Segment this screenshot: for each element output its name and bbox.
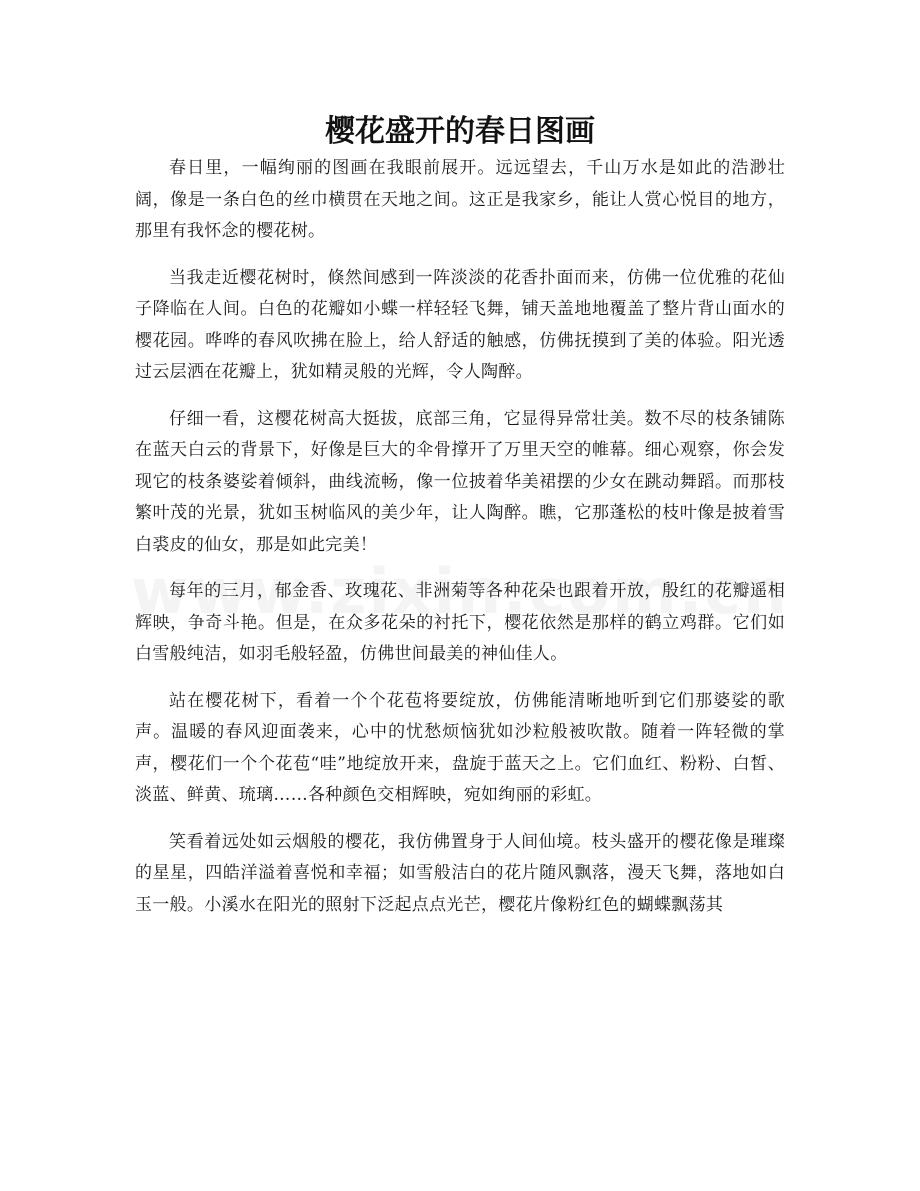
- paragraph: 仔细一看，这樱花树高大挺拔，底部三角，它显得异常壮美。数不尽的枝条铺陈在蓝天白云的背景下，好像是巨大的伞骨撑开了万里天空的帷幕。细心观察，你会发现它的枝条婆娑着倾斜，曲线流畅，像一位披着华美裙摆的少女在跳动舞蹈。而那枝繁叶茂的光景，犹如玉树临风的美少年，让人陶醉。瞧，它那蓬松的枝叶像是披着雪白裘皮的仙女，那是如此完美！: [135, 408, 785, 555]
- document-title: 樱花盛开的春日图画: [325, 114, 595, 149]
- paragraph: 每年的三月，郁金香、玫瑰花、非洲菊等各种花朵也跟着开放，殷红的花瓣遥相辉映，争奇斗艳。但是，在众多花朵的衬托下，樱花依然是那样的鹤立鸡群。它们如白雪般纯洁，如羽毛般轻盈，仿佛世间最美的神仙佳人。: [135, 581, 785, 664]
- paragraph: 站在樱花树下，看着一个个花苞将要绽放，仿佛能清晰地听到它们那婆娑的歌声。温暖的春风迎面袭来，心中的忧愁烦恼犹如沙粒般被吹散。随着一阵轻微的掌声，樱花们一个个花苞“哇”地绽放开来，盘旋于蓝天之上。它们血红、粉粉、白皙、淡蓝、鲜黄、琉璃……各种颜色交相辉映，宛如绚丽的彩虹。: [135, 690, 785, 805]
- document-body: [135, 153, 785, 936]
- paragraph: 春日里，一幅绚丽的图画在我眼前展开。远远望去，千山万水是如此的浩渺壮阔，像是一条白色的丝巾横贯在天地之间。这正是我家乡，能让人赏心悦目的地方，那里有我怀念的樱花树。: [135, 158, 785, 241]
- paragraph: 当我走近樱花树时，倏然间感到一阵淡淡的花香扑面而来，仿佛一位优雅的花仙子降临在人间。白色的花瓣如小蝶一样轻轻飞舞，铺天盖地地覆盖了整片背山面水的樱花园。哗哗的春风吹拂在脸上，给人舒适的触感，仿佛抚摸到了美的体验。阳光透过云层洒在花瓣上，犹如精灵般的光辉，令人陶醉。: [135, 267, 785, 382]
- paragraph: 笑看着远处如云烟般的樱花，我仿佛置身于人间仙境。枝头盛开的樱花像是璀璨的星星，四皓洋溢着喜悦和幸福；如雪般洁白的花片随风飘落，漫天飞舞，落地如白玉一般。小溪水在阳光的照射下泛起点点光芒，樱花片像粉红色的蝴蝶飘荡其: [135, 831, 785, 915]
